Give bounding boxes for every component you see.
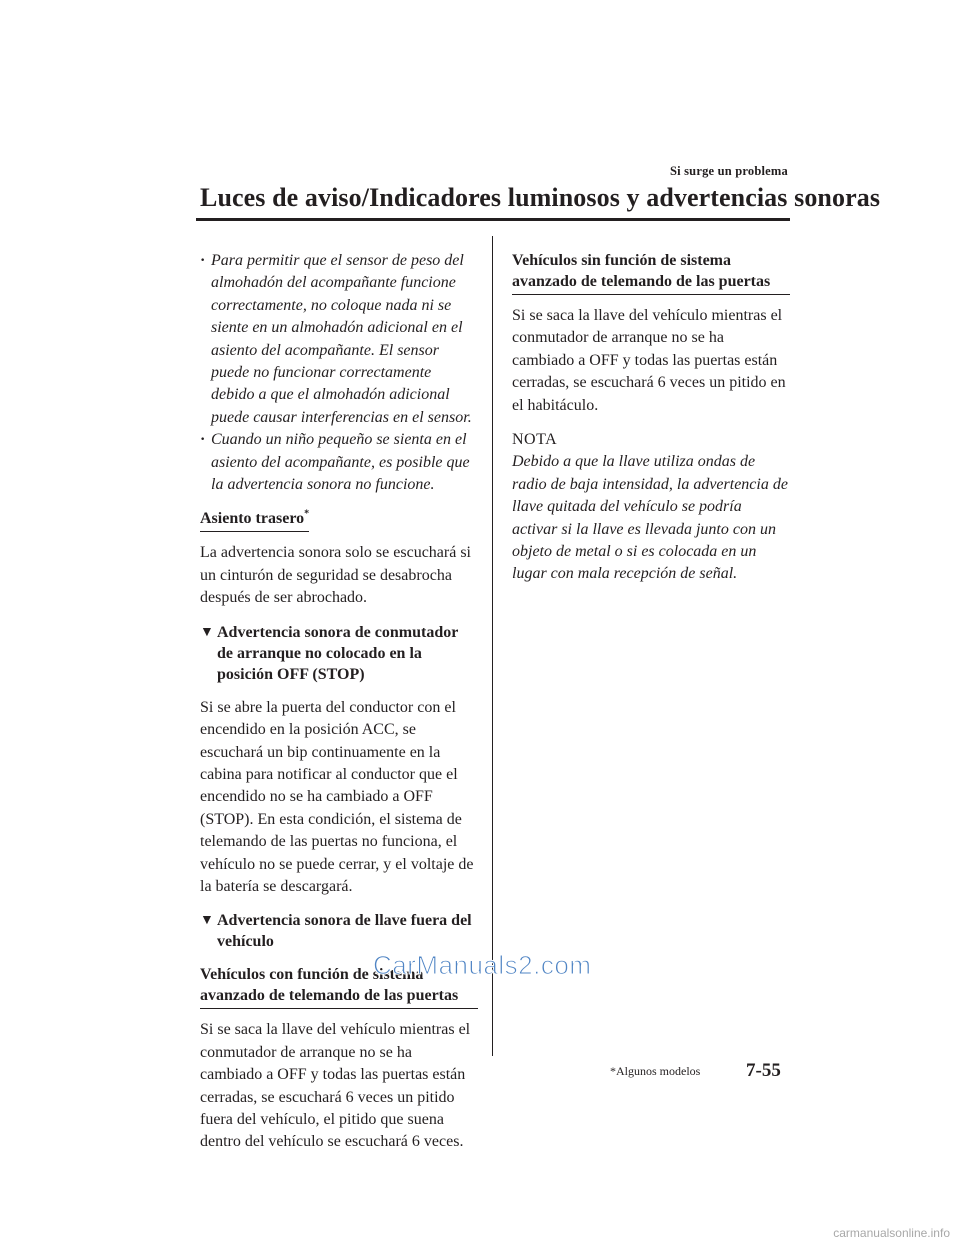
- page-number: 7-55: [746, 1060, 781, 1081]
- watermark-logo: CarManuals2.com: [373, 950, 592, 980]
- bullet-item: · Cuando un niño pequeño se sienta en el asiento del acompañante, es posible que la advertencia sonora no funcione.: [200, 429, 478, 496]
- site-watermark: carmanualsonline.info: [833, 1226, 950, 1240]
- header-rule: [196, 218, 790, 221]
- column-divider: [492, 236, 493, 1056]
- ignition-text: Si se abre la puerta del conductor con el encendido en la posición ACC, se escuchará un bip continuamente en la cabina para notificar al conductor que el encendido no se ha cambiado a OFF (STOP). En esta condición, el sistema de telemando de las puertas no funciona, el vehículo no se puede cerrar, y el voltaje de la batería se descargará.: [200, 698, 474, 895]
- note-label: NOTA: [512, 431, 558, 449]
- triangle-marker-icon: ▼: [200, 913, 214, 929]
- bullet-item: · Para permitir que el sensor de peso del almohadón del acompañante funcione correctamente, no coloque nada ni se siente en un almohadón adicional en el asiento del acompañante. El sensor puede no funcionar correctamente debido a que el almohadón adicional puede causar interferencias en el sensor.: [200, 250, 478, 429]
- left-column: [200, 250, 478, 1166]
- asterisk-mark: *: [304, 509, 310, 521]
- rear-seat-heading: Asiento trasero*: [200, 508, 309, 532]
- without-keyless-text: Si se saca la llave del vehículo mientras el conmutador de arranque no se ha cambiado a OFF y todas las puertas están cerradas, se escuchará 6 veces un pitido en el habitáculo.: [512, 307, 786, 414]
- without-keyless-heading: Vehículos sin función de sistema avanzado de telemando de las puertas: [512, 250, 790, 295]
- rear-seat-text: La advertencia sonora solo se escuchará si un cinturón de seguridad se desabrocha después de ser abrochado.: [200, 544, 471, 607]
- key-heading: ▼ Advertencia sonora de llave fuera del vehículo: [200, 912, 472, 951]
- ignition-heading: ▼ Advertencia sonora de conmutador de arranque no colocado en la posición OFF (STOP): [200, 623, 459, 683]
- section-label: Si surge un problema: [669, 164, 788, 178]
- right-column: [512, 250, 790, 586]
- note-text: Debido a que la llave utiliza ondas de radio de baja intensidad, la advertencia de llave quitada del vehículo se podría activar si la llave es llevada junto con un objeto de metal o si es colocada en un lugar con mala recepción de señal.: [512, 453, 788, 583]
- triangle-marker-icon: ▼: [200, 624, 214, 640]
- page-title: Luces de aviso/Indicadores luminosos y advertencias sonoras: [200, 183, 881, 212]
- footer-note: *Algunos modelos: [610, 1064, 701, 1078]
- bullet-list: [200, 250, 478, 496]
- with-keyless-heading: Vehículos con función de sistema avanzado de telemando de las puertas: [200, 964, 478, 1009]
- with-keyless-text: Si se saca la llave del vehículo mientras el conmutador de arranque no se ha cambiado a OFF y todas las puertas están cerradas, se escuchará 6 veces un pitido fuera del vehículo, el pitido que suena dentro del vehículo se escuchará 6 veces.: [200, 1021, 471, 1151]
